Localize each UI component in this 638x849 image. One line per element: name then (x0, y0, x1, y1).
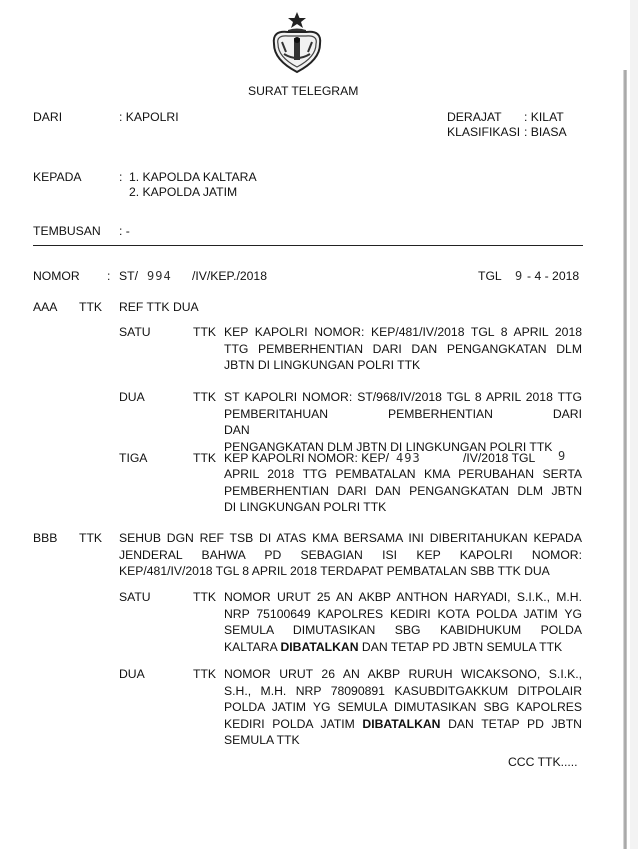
text-line: PEMBERITAHUAN PEMBERHENTIAN DARI DAN (224, 406, 582, 438)
text-line: TTG PEMBERHENTIAN DARI DAN PENGANGKATAN DLM (224, 341, 582, 356)
derajat-value: : KILAT (524, 110, 564, 124)
ref-item-ttk: TTK (193, 325, 217, 339)
text-line: PENGANGKATAN DLM JBTN DI LINGKUNGAN POLRI TTK (224, 439, 553, 454)
kepada-item-2: 2. KAPOLDA JATIM (129, 185, 238, 199)
tgl-handwritten: 9 (515, 269, 524, 283)
text-line: PEMBERHENTIAN DARI DAN PENGANGKATAN DLM JBTN (224, 483, 582, 498)
document-title: SURAT TELEGRAM (248, 84, 359, 98)
text-line: KEP/481/IV/2018 TGL 8 APRIL 2018 TERDAPAT PEMBATALAN SBB TTK DUA (119, 564, 550, 579)
bbb-ttk: TTK (79, 531, 103, 545)
ref-item-num: TIGA (119, 451, 148, 465)
ref-item-num: SATU (119, 325, 151, 339)
kepada-colon: : (119, 170, 123, 184)
bbb-item-ttk: TTK (193, 667, 217, 681)
kepada-label: KEPADA (33, 170, 82, 184)
ref-tiga-line1-b: /IV/2018 TGL (463, 451, 536, 465)
text-line: NRP 75100649 KAPOLRES KEDIRI KOTA POLDA JATIM YG (224, 606, 582, 621)
bbb-item-text (224, 666, 582, 749)
text-line: SEMULA TTK (224, 733, 300, 748)
text-line: ST KAPOLRI NOMOR: ST/968/IV/2018 TGL 8 APRIL 2018 TTG (224, 390, 582, 404)
nomor-prefix: ST/ (119, 269, 138, 283)
text-segment: DAN TETAP PD JBTN (440, 716, 582, 731)
aaa-text: REF TTK DUA (119, 300, 199, 314)
page-edge-line (623, 70, 627, 849)
text-line: APRIL 2018 TTG PEMBATALAN KMA PERUBAHAN SERTA (224, 467, 582, 481)
bbb-label: BBB (33, 531, 58, 545)
aaa-label: AAA (33, 300, 58, 314)
bbb-item-num: SATU (119, 590, 151, 604)
ref-item-num: DUA (119, 390, 145, 404)
dari-value: : KAPOLRI (119, 110, 179, 124)
ref-tiga-line1-a: KEP KAPOLRI NOMOR: KEP/ (224, 451, 390, 465)
bbb-item-text (224, 589, 582, 655)
text-line: SEMULA DIMUTASIKAN SBG KABIDHUKUM POLDA (224, 623, 582, 638)
text-line: JENDERAL BAHWA PD SEBAGIAN ISI KEP KAPOLRI NOMOR: (119, 547, 582, 562)
dari-label: DARI (33, 110, 63, 124)
ref-item-text (224, 466, 582, 516)
text-line: POLDA JATIM YG SEMULA DIMUTASIKAN SBG KAPOLRES (224, 700, 582, 715)
klasifikasi-label: KLASIFIKASI (447, 125, 521, 139)
ref-item-ttk: TTK (193, 451, 217, 465)
tgl-label: TGL (478, 269, 502, 283)
dibatalkan-bold: DIBATALKAN (362, 716, 441, 731)
police-emblem-icon (266, 10, 328, 76)
bbb-item-ttk: TTK (193, 590, 217, 604)
text-line: KEP KAPOLRI NOMOR: KEP/481/IV/2018 TGL 8 APRIL 2018 (224, 325, 582, 339)
text-line: NOMOR URUT 25 AN AKBP ANTHON HARYADI, S.I.K., M.H. (224, 590, 582, 604)
bbb-text (119, 530, 582, 580)
tgl-rest: - 4 - 2018 (527, 269, 580, 283)
text-line: S.H., M.H. NRP 78090891 KASUBDITGAKKUM DITPOLAIR (224, 683, 582, 698)
continuation-marker: CCC TTK..... (508, 755, 578, 769)
ref-item-text (224, 324, 582, 374)
nomor-colon: : (107, 269, 111, 283)
text-segment: KALTARA (224, 639, 281, 654)
klasifikasi-value: : BIASA (524, 125, 567, 139)
derajat-label: DERAJAT (447, 110, 502, 124)
nomor-handwritten: 994 (147, 269, 172, 283)
text-segment: DAN TETAP PD JBTN SEMULA TTK (358, 639, 563, 654)
nomor-label: NOMOR (33, 269, 80, 283)
nomor-suffix: /IV/KEP./2018 (192, 269, 267, 283)
text-line: NOMOR URUT 26 AN AKBP RURUH WICAKSONO, S.I.K., (224, 667, 582, 681)
text-line (224, 716, 582, 733)
ref-item-ttk: TTK (193, 390, 217, 404)
text-line: DI LINGKUNGAN POLRI TTK (224, 500, 387, 515)
kepada-item-1: 1. KAPOLDA KALTARA (129, 170, 257, 184)
page-edge-shadow (630, 0, 638, 849)
ref-tiga-handwritten-number: 493 (396, 451, 421, 465)
text-line: JBTN DI LINGKUNGAN POLRI TTK (224, 358, 421, 373)
text-segment: KEDIRI POLDA JATIM (224, 716, 363, 731)
ref-item-text (224, 389, 582, 455)
ref-tiga-handwritten-date: 9 (558, 449, 567, 463)
header-divider (33, 245, 583, 246)
aaa-ttk: TTK (79, 300, 103, 314)
dibatalkan-bold: DIBATALKAN (280, 639, 359, 654)
text-line: SEHUB DGN REF TSB DI ATAS KMA BERSAMA INI DIBERITAHUKAN KEPADA (119, 531, 582, 545)
bbb-item-num: DUA (119, 667, 145, 681)
tembusan-value: : - (119, 224, 130, 238)
text-line (224, 639, 582, 656)
tembusan-label: TEMBUSAN (33, 224, 101, 238)
